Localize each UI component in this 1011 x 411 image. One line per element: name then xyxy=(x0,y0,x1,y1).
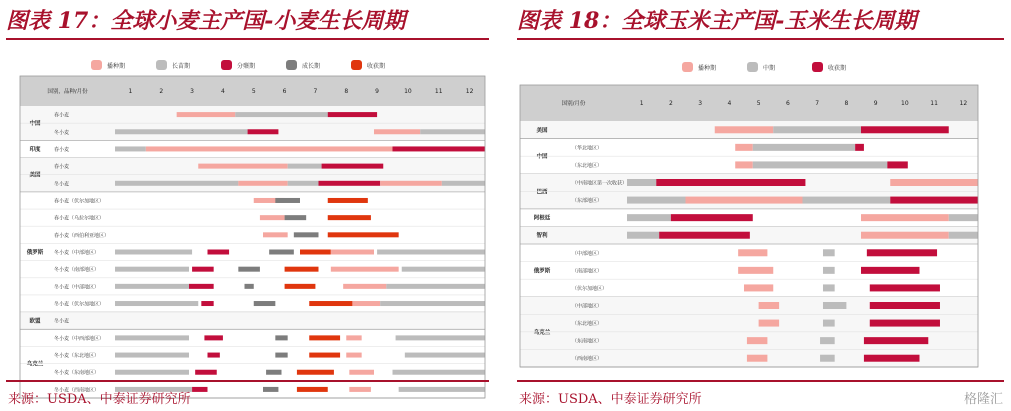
row-label: 春小麦 xyxy=(54,112,70,119)
bar-growth xyxy=(627,232,659,239)
bar-growth xyxy=(386,284,485,289)
bar-growth xyxy=(753,144,855,151)
country-label: 印度 xyxy=(29,146,41,153)
bar-sowing xyxy=(759,302,779,309)
bar-growth xyxy=(377,250,485,255)
bar-sowing xyxy=(346,353,361,358)
bar-growth xyxy=(380,301,485,306)
legend-swatch-sowing xyxy=(91,60,102,70)
legend-swatch-tillering xyxy=(812,62,823,72)
bar-tillering xyxy=(204,335,223,340)
row-label: （东南地区） xyxy=(572,338,603,345)
legend-swatch-tillering xyxy=(221,60,232,70)
bar-sowing xyxy=(198,164,287,169)
legend-swatch-fast_growth xyxy=(286,60,297,70)
legend-label: 播种期 xyxy=(698,65,717,72)
row-label: 冬小麦（中西部地区） xyxy=(54,335,105,342)
bar-growth xyxy=(823,267,835,274)
header-label: 国别/月份 xyxy=(561,101,586,107)
month-tick-label: 4 xyxy=(221,88,225,95)
bar-tillering xyxy=(870,284,940,291)
bar-sowing xyxy=(352,301,380,306)
bar-tillering xyxy=(890,197,978,204)
legend-label: 收获期 xyxy=(828,65,847,72)
bar-growth xyxy=(949,214,978,221)
bar-sowing xyxy=(744,284,773,291)
row-label: 冬小麦（伏尔加地区） xyxy=(54,301,105,308)
bar-sowing xyxy=(146,146,393,151)
row-label: 春小麦（伏尔加地区） xyxy=(54,198,105,205)
bar-sowing xyxy=(260,215,285,220)
header-background xyxy=(520,85,978,121)
bar-tillering xyxy=(861,267,920,274)
legend-swatch-growth xyxy=(747,62,758,72)
bar-tillering xyxy=(659,232,750,239)
bar-sowing xyxy=(735,144,753,151)
bar-sowing xyxy=(738,267,773,274)
month-tick-label: 2 xyxy=(159,88,164,95)
bar-sowing xyxy=(747,355,767,362)
bar-harvest xyxy=(297,387,328,392)
bar-growth xyxy=(627,214,671,221)
month-tick-label: 6 xyxy=(282,88,287,95)
bar-sowing xyxy=(331,267,399,272)
group-band xyxy=(20,312,485,329)
bar-growth xyxy=(115,353,189,358)
month-tick-label: 1 xyxy=(639,100,644,107)
bar-sowing xyxy=(346,335,361,340)
corn-growth-chart xyxy=(517,40,1004,380)
month-tick-label: 2 xyxy=(668,100,673,107)
row-label: 冬小麦 xyxy=(54,129,70,136)
country-label: 乌克兰 xyxy=(26,361,44,368)
bar-tillering xyxy=(248,129,279,134)
bar-tillering xyxy=(855,144,864,151)
bar-sowing xyxy=(747,337,767,344)
month-tick-label: 7 xyxy=(815,100,820,107)
bar-growth xyxy=(823,302,846,309)
bar-tillering xyxy=(189,284,214,289)
bar-sowing xyxy=(759,320,779,327)
row-label: 冬小麦（东北地区） xyxy=(54,353,100,360)
row-label: （华北地区） xyxy=(572,145,603,152)
bar-growth xyxy=(402,267,485,272)
watermark-logo: 格隆汇 xyxy=(963,392,1003,407)
bar-fast_growth xyxy=(266,370,281,375)
bar-sowing xyxy=(861,214,949,221)
bar-fast_growth xyxy=(275,198,300,203)
month-tick-label: 10 xyxy=(404,88,412,95)
bar-fast_growth xyxy=(275,335,287,340)
country-label: 美国 xyxy=(536,127,548,134)
row-label: 冬小麦 xyxy=(54,181,70,188)
country-label: 美国 xyxy=(29,172,41,179)
bar-growth xyxy=(115,370,189,375)
row-label: （东北地区） xyxy=(572,321,603,328)
wheat-chart-title: 图表 17：全球小麦主产国-小麦生长周期 xyxy=(6,8,406,34)
row-label: 春小麦（乌拉尔地区） xyxy=(54,215,105,222)
bar-tillering xyxy=(201,301,213,306)
month-tick-label: 10 xyxy=(901,100,909,107)
country-label: 欧盟 xyxy=(29,318,41,325)
bar-fast_growth xyxy=(238,267,260,272)
bar-tillering xyxy=(861,126,949,133)
bar-tillering xyxy=(864,355,920,362)
bar-growth xyxy=(115,335,189,340)
row-label: （东北地区） xyxy=(572,162,603,169)
legend-swatch-harvest xyxy=(351,60,362,70)
bar-growth xyxy=(803,197,891,204)
bar-harvest xyxy=(328,215,371,220)
legend-swatch-growth xyxy=(156,60,167,70)
corn-source: 来源：USDA、中泰证券研究所 xyxy=(519,392,702,407)
bar-tillering xyxy=(208,353,220,358)
bar-harvest xyxy=(285,267,319,272)
wheat-growth-chart xyxy=(6,40,489,394)
bar-growth xyxy=(115,129,248,134)
bar-growth xyxy=(820,355,835,362)
bar-tillering xyxy=(328,112,377,117)
bar-harvest xyxy=(328,232,399,237)
legend-label: 播种期 xyxy=(107,63,126,70)
bar-sowing xyxy=(343,284,386,289)
row-label: 冬小麦 xyxy=(54,318,70,325)
legend-swatch-sowing xyxy=(682,62,693,72)
bar-sowing xyxy=(349,387,371,392)
bar-fast_growth xyxy=(254,301,276,306)
month-tick-label: 9 xyxy=(375,88,379,95)
bar-growth xyxy=(399,387,485,392)
bar-growth xyxy=(396,335,485,340)
bar-growth xyxy=(288,164,322,169)
row-label: 冬小麦（中部地区） xyxy=(54,284,100,291)
bar-fast_growth xyxy=(275,353,287,358)
legend-label: 中期 xyxy=(763,65,776,72)
row-label: （伏尔加地区） xyxy=(572,285,608,292)
country-label: 智利 xyxy=(536,233,548,240)
month-tick-label: 6 xyxy=(785,100,790,107)
bar-sowing xyxy=(738,249,767,256)
corn-chart-title: 图表 18：全球玉米主产国-玉米生长周期 xyxy=(517,8,917,34)
bar-tillering xyxy=(870,302,940,309)
legend-label: 收获期 xyxy=(367,63,386,70)
legend-label: 分蘖期 xyxy=(237,63,256,70)
country-label: 俄罗斯 xyxy=(533,268,551,275)
bar-growth xyxy=(115,267,189,272)
row-label: （西南地区） xyxy=(572,356,603,363)
bar-sowing xyxy=(735,161,753,168)
bar-fast_growth xyxy=(245,284,254,289)
bar-harvest xyxy=(285,284,316,289)
bar-tillering xyxy=(192,387,207,392)
bar-tillering xyxy=(870,320,940,327)
month-tick-label: 4 xyxy=(727,100,732,107)
bar-sowing xyxy=(177,112,236,117)
legend-label: 长苗期 xyxy=(172,63,191,70)
bar-sowing xyxy=(861,232,949,239)
month-tick-label: 3 xyxy=(698,100,703,107)
wheat-source: 来源：USDA、中泰证券研究所 xyxy=(8,392,191,407)
bar-tillering xyxy=(393,146,486,151)
bar-tillering xyxy=(656,179,805,186)
bar-harvest xyxy=(297,370,334,375)
bar-fast_growth xyxy=(263,387,278,392)
month-tick-label: 11 xyxy=(930,100,938,107)
country-label: 乌克兰 xyxy=(533,329,551,336)
row-label: （中南地区第一次收获） xyxy=(572,180,628,187)
month-tick-label: 11 xyxy=(434,88,443,95)
country-label: 中国 xyxy=(29,121,41,128)
bar-tillering xyxy=(322,164,384,169)
bar-growth xyxy=(753,161,888,168)
row-label: 冬小麦（中部地区） xyxy=(54,250,100,256)
row-label: 冬小麦（南部地区） xyxy=(54,267,100,274)
bar-harvest xyxy=(309,335,340,340)
row-label: （东部地区） xyxy=(572,198,603,205)
bar-sowing xyxy=(263,232,288,237)
month-tick-label: 1 xyxy=(128,88,133,95)
bar-growth xyxy=(442,181,485,186)
header-label: 国别，品种/月份 xyxy=(47,89,88,95)
bar-tillering xyxy=(864,337,928,344)
bar-growth xyxy=(115,250,192,255)
bar-growth xyxy=(235,112,328,117)
bar-growth xyxy=(115,301,198,306)
row-label: （中部地区） xyxy=(572,250,603,257)
row-label: 春小麦 xyxy=(54,146,70,153)
bar-harvest xyxy=(309,353,340,358)
bar-growth xyxy=(420,129,485,134)
source-rule xyxy=(517,380,1004,382)
bar-sowing xyxy=(331,250,374,255)
bar-growth xyxy=(820,337,835,344)
bar-tillering xyxy=(319,181,381,186)
month-tick-label: 5 xyxy=(756,100,761,107)
bar-sowing xyxy=(380,181,442,186)
bar-sowing xyxy=(890,179,978,186)
row-label: 冬小麦（西南地区） xyxy=(54,387,100,394)
country-label: 阿根廷 xyxy=(533,215,551,222)
bar-growth xyxy=(405,353,485,358)
month-tick-label: 12 xyxy=(959,100,968,107)
bar-harvest xyxy=(309,301,352,306)
bar-fast_growth xyxy=(285,215,307,220)
row-label: （中部地区） xyxy=(572,303,603,310)
wheat-panel xyxy=(6,0,489,411)
bar-growth xyxy=(627,179,656,186)
bar-tillering xyxy=(208,250,230,255)
row-label: 春小麦（西伯利亚地区） xyxy=(54,232,110,239)
month-tick-label: 7 xyxy=(313,88,318,95)
bar-sowing xyxy=(374,129,420,134)
month-tick-label: 5 xyxy=(251,88,256,95)
bar-growth xyxy=(627,197,686,204)
bar-tillering xyxy=(192,267,214,272)
country-label: 俄罗斯 xyxy=(26,250,44,256)
bar-tillering xyxy=(867,249,937,256)
bar-growth xyxy=(115,146,146,151)
bar-growth xyxy=(115,284,189,289)
row-label: （南部地区） xyxy=(572,268,603,275)
bar-tillering xyxy=(887,161,907,168)
bar-harvest xyxy=(300,250,331,255)
bar-growth xyxy=(393,370,486,375)
month-tick-label: 3 xyxy=(190,88,194,95)
month-tick-label: 8 xyxy=(844,100,849,107)
month-tick-label: 12 xyxy=(465,88,474,95)
bar-growth xyxy=(823,320,835,327)
country-label: 巴西 xyxy=(536,189,548,196)
bar-growth xyxy=(115,181,238,186)
bar-harvest xyxy=(328,198,368,203)
bar-fast_growth xyxy=(269,250,294,255)
legend-label: 成长期 xyxy=(302,63,321,70)
source-rule xyxy=(6,380,489,382)
bar-sowing xyxy=(349,370,374,375)
bar-tillering xyxy=(195,370,217,375)
bar-growth xyxy=(288,181,319,186)
bar-growth xyxy=(823,284,835,291)
country-label: 中国 xyxy=(536,154,548,161)
bar-growth xyxy=(773,126,861,133)
row-label: 冬小麦（东南地区） xyxy=(54,370,100,377)
bar-growth xyxy=(949,232,978,239)
bar-sowing xyxy=(686,197,803,204)
bar-sowing xyxy=(715,126,774,133)
row-label: 春小麦 xyxy=(54,164,70,171)
month-tick-label: 8 xyxy=(344,88,349,95)
month-tick-label: 9 xyxy=(873,100,878,107)
bar-tillering xyxy=(671,214,753,221)
bar-fast_growth xyxy=(294,232,319,237)
bar-sowing xyxy=(238,181,287,186)
bar-growth xyxy=(823,249,835,256)
corn-panel xyxy=(517,0,1004,411)
